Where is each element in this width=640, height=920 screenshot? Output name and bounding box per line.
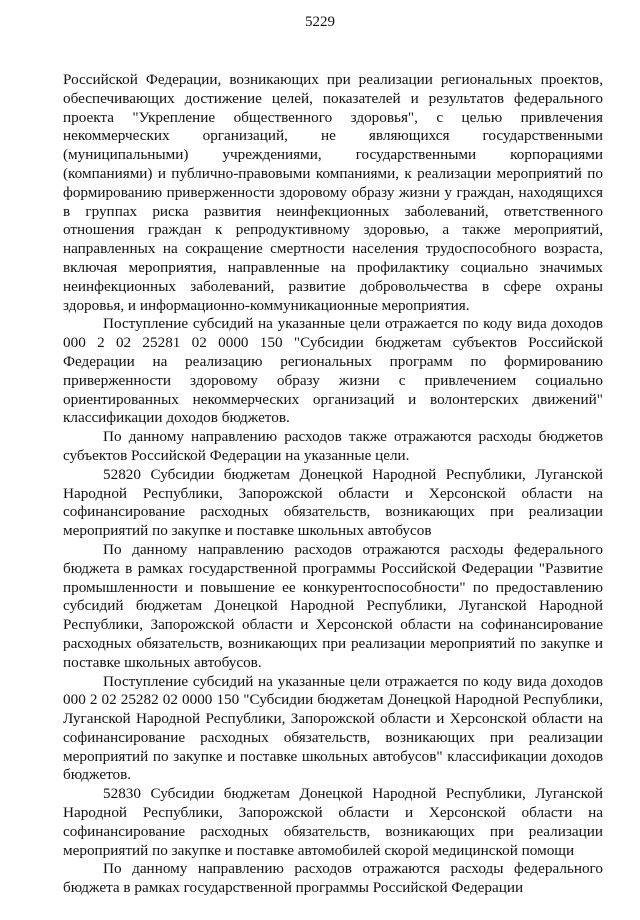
section-heading-52830: 52830 Субсидии бюджетам Донецкой Народной Республики, Луганской Народной Республики, Запорожской области и Херсонской области на софинансирование расходных обязательств, возникающих при реализации мероприятий по закупке и поставке автомобилей скорой медицинской помощи <box>63 785 603 859</box>
paragraph: По данному направлению расходов отражаются расходы федерального бюджета в рамках государственной программы Российской Федерации <box>63 860 603 897</box>
page-number: 5229 <box>305 14 335 30</box>
paragraph: Российской Федерации, возникающих при реализации региональных проектов, обеспечивающих достижение целей, показателей и результатов федерального проекта "Укрепление общественного здоровья", с целью привлечения некоммерческих организаций, не являющихся государственными (муниципальными) учреждениями, государственными корпорациями (компаниями) и публично-правовыми компаниями, к реализации мероприятий по формированию приверженности здоровому образу жизни у граждан, находящихся в группах риска развития неинфекционных заболеваний, ответственного отношения граждан к репродуктивному здоровью, а также мероприятий, направленных на сокращение смертности населения трудоспособного возраста, включая мероприятия, направленные на профилактику социально значимых неинфекционных заболеваний, развитие добровольчества в сфере охраны здоровья, и информационно-коммуникационные мероприятия. <box>63 71 603 314</box>
document-body <box>63 71 603 898</box>
paragraph: По данному направлению расходов отражаются расходы федерального бюджета в рамках государственной программы Российской Федерации "Развитие промышленности и повышение ее конкурентоспособности" по предоставлению субсидий бюджетам Донецкой Народной Республики, Луганской Народной Республики, Запорожской области и Херсонской области на софинансирование расходных обязательств, возникающих при реализации мероприятий по закупке и поставке школьных автобусов. <box>63 540 603 671</box>
paragraph: Поступление субсидий на указанные цели отражается по коду вида доходов 000 2 02 25281 02 0000 150 "Субсидии бюджетам субъектов Российской Федерации на реализацию региональных программ по формированию приверженности здоровому образу жизни с привлечением социально ориентированных некоммерческих организаций и волонтерских движений" классификации доходов бюджетов. <box>63 315 603 427</box>
paragraph: Поступление субсидий на указанные цели отражается по коду вида доходов 000 2 02 25282 02 0000 150 "Субсидии бюджетам Донецкой Народной Республики, Луганской Народной Республики, Запорожской области и Херсонской области на софинансирование расходных обязательств, возникающих при реализации мероприятий по закупке и поставке школьных автобусов" классификации доходов бюджетов. <box>63 672 603 784</box>
paragraph: По данному направлению расходов также отражаются расходы бюджетов субъектов Российской Федерации на указанные цели. <box>63 428 603 464</box>
section-heading-52820: 52820 Субсидии бюджетам Донецкой Народной Республики, Луганской Народной Республики, Запорожской области и Херсонской области на софинансирование расходных обязательств, возникающих при реализации мероприятий по закупке и поставке школьных автобусов <box>63 465 603 540</box>
